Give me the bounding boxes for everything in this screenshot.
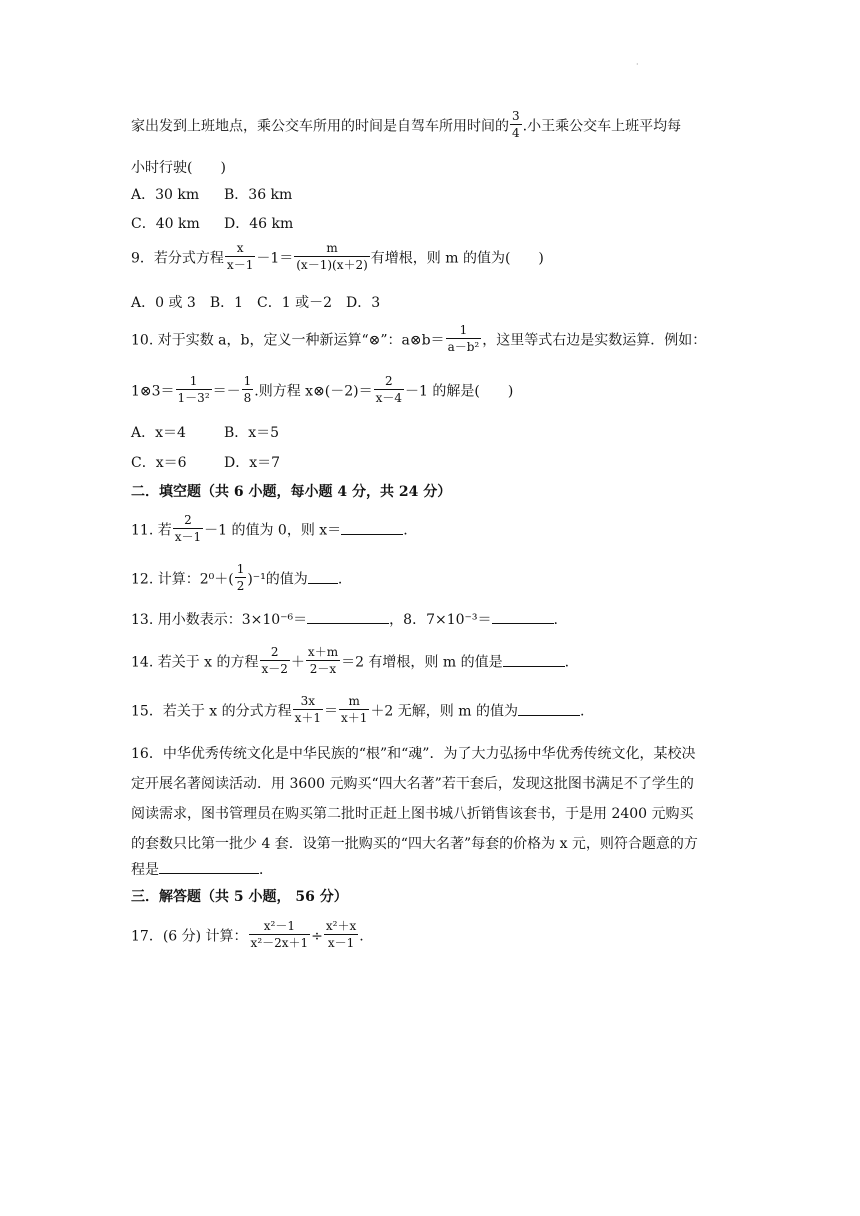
q10-option-c: C．x＝6 bbox=[131, 455, 187, 471]
q16-line-3: 阅读需求，图书管理员在购买第二批时正赶上图书城八折销售该套书，于是用 2400 元购买 bbox=[131, 806, 694, 822]
q9-fraction-2: $\frac{m}{(x-1)(x+2)}$ bbox=[296, 241, 368, 272]
q10-option-a: A．x＝4 bbox=[131, 425, 186, 441]
q15-text-pre: 15．若关于 x 的分式方程 bbox=[131, 703, 292, 720]
q16-text-end: ． bbox=[259, 862, 273, 878]
q16-answer-blank[interactable] bbox=[159, 861, 259, 874]
q10-text-post: ，这里等式右边是实数运算．例如： bbox=[482, 332, 707, 349]
section-3-heading: 三．解答题（共 5 小题， 56 分） bbox=[131, 889, 348, 905]
q13-answer-blank-1[interactable] bbox=[307, 611, 389, 624]
q14-fraction-2: $\frac{x+m}{2-x}$ bbox=[307, 645, 339, 676]
q13-answer-blank-2[interactable] bbox=[492, 611, 554, 624]
q9-text-mid: －1＝ bbox=[256, 250, 294, 267]
q8-options-row1 bbox=[131, 184, 292, 204]
q15-fraction-2: $\frac{m}{x+1}$ bbox=[341, 694, 368, 725]
q17-text-pre: 17．(6 分) 计算： bbox=[131, 928, 248, 945]
q17-fraction-1: $\frac{\text{x²－1}}{\text{x²－2x＋1}}$ bbox=[250, 919, 309, 950]
q15-fraction-1: $\frac{3x}{x+1}$ bbox=[294, 694, 322, 725]
q9-text-post: 有增根，则 m 的值为( ) bbox=[370, 250, 544, 267]
q8-text-b: .小王乘公交车上班平均每 bbox=[522, 118, 682, 135]
q13-text-pre: 13. 用小数表示：3×10⁻⁶＝ bbox=[131, 612, 308, 628]
q15-line bbox=[131, 695, 584, 728]
top-mark: · bbox=[636, 60, 639, 69]
q10-line2 bbox=[131, 375, 513, 408]
q9-options: A．0 或 3 B．1 C．1 或－2 D．3 bbox=[131, 295, 381, 311]
q14-text-plus: ＋ bbox=[290, 654, 305, 671]
q10-option-b: B．x＝5 bbox=[224, 425, 280, 441]
q9-text-pre: 9．若分式方程 bbox=[131, 250, 224, 267]
q13-text-end: . bbox=[553, 612, 558, 628]
q8-line1 bbox=[131, 110, 681, 143]
q9-line bbox=[131, 242, 544, 275]
q17-line bbox=[131, 920, 364, 953]
q11-fraction: $\frac{2}{x-1}$ bbox=[174, 513, 202, 544]
q16-line-1: 16．中华优秀传统文化是中华民族的“根”和“魂”．为了大力弘扬中华优秀传统文化，某校决 bbox=[131, 746, 696, 762]
q11-text-end: . bbox=[403, 522, 408, 539]
q10-options-row2 bbox=[131, 452, 280, 472]
q10-line1 bbox=[131, 324, 706, 357]
q11-text-post: －1 的值为 0，则 x＝ bbox=[204, 522, 342, 539]
q9-fraction-1: $\frac{x}{x-1}$ bbox=[226, 241, 254, 272]
q15-answer-blank[interactable] bbox=[518, 703, 580, 716]
q14-text-end: . bbox=[564, 654, 570, 671]
q10-fraction-equation: $\frac{2}{x-4}$ bbox=[375, 374, 403, 405]
q14-fraction-1: $\frac{2}{x-2}$ bbox=[261, 645, 288, 676]
q8-fraction: $\frac{3}{4}$ bbox=[512, 109, 520, 140]
q14-text-pre: 14. 若关于 x 的方程 bbox=[131, 654, 259, 671]
q8-option-c: C．40 km bbox=[131, 216, 200, 232]
q12-line bbox=[131, 563, 342, 596]
q10-fraction-result: $\frac{1}{8}$ bbox=[243, 374, 252, 405]
q8-option-d: D．46 km bbox=[224, 216, 294, 232]
q16-line-5 bbox=[131, 859, 273, 879]
q10-fraction-def: $\frac{1}{\text{a－b²}}$ bbox=[447, 323, 480, 354]
section-2-heading: 二．填空题（共 6 小题，每小题 4 分，共 24 分） bbox=[131, 484, 452, 500]
q16-line-2: 定开展名著阅读活动．用 3600 元购买“四大名著”若干套后，发现这批图书满足不了学生的 bbox=[131, 776, 694, 792]
q14-line bbox=[131, 646, 569, 679]
q17-text-end: . bbox=[359, 928, 364, 945]
q11-text-pre: 11. 若 bbox=[131, 522, 172, 539]
q11-answer-blank[interactable] bbox=[341, 522, 403, 535]
q8-line2: 小时行驶( ) bbox=[131, 160, 226, 176]
q12-text-post: )⁻¹的值为 bbox=[247, 571, 308, 588]
q13-line bbox=[131, 609, 558, 629]
q14-answer-blank[interactable] bbox=[503, 654, 565, 667]
q16-text-end-label: 程是 bbox=[131, 862, 159, 878]
q10-text-example: 1⊗3＝ bbox=[131, 383, 175, 400]
q12-fraction: $\frac{1}{2}$ bbox=[236, 562, 245, 593]
q8-option-b: B．36 km bbox=[224, 187, 293, 203]
q10-fraction-example: $\frac{1}{\text{1－3²}}$ bbox=[177, 374, 210, 405]
q12-text-pre: 12. 计算：2⁰＋( bbox=[131, 571, 234, 588]
q13-text-mid: ，8．7×10⁻³＝ bbox=[389, 612, 492, 628]
q10-option-d: D．x＝7 bbox=[224, 455, 281, 471]
q12-answer-blank[interactable] bbox=[308, 571, 338, 584]
q10-text-eq: ＝－ bbox=[212, 383, 241, 400]
q17-fraction-2: $\frac{\text{x²＋x}}{x-1}$ bbox=[325, 919, 357, 950]
q14-text-post: ＝2 有增根，则 m 的值是 bbox=[341, 654, 503, 671]
q10-text-equation: .则方程 x⊗(－2)＝ bbox=[254, 383, 373, 400]
q15-text-end: . bbox=[579, 703, 585, 720]
q15-text-post: ＋2 无解，则 m 的值为 bbox=[370, 703, 518, 720]
q10-text-end: －1 的解是( ) bbox=[405, 383, 514, 400]
q17-text-div: ÷ bbox=[311, 928, 323, 945]
q16-line-4: 的套数只比第一批少 4 套．设第一批购买的“四大名著”每套的价格为 x 元，则符合题意的方 bbox=[131, 836, 698, 852]
q10-options-row1 bbox=[131, 422, 279, 442]
q8-options-row2 bbox=[131, 213, 293, 233]
q10-text-pre: 10. 对于实数 a，b，定义一种新运算“⊗”：a⊗b＝ bbox=[131, 332, 445, 349]
q8-text-a: 家出发到上班地点，乘公交车所用的时间是自驾车所用时间的 bbox=[131, 118, 509, 135]
q8-option-a: A．30 km bbox=[131, 187, 200, 203]
q11-line bbox=[131, 514, 408, 547]
q15-text-eq: ＝ bbox=[324, 703, 339, 720]
q12-text-end: . bbox=[337, 571, 343, 588]
